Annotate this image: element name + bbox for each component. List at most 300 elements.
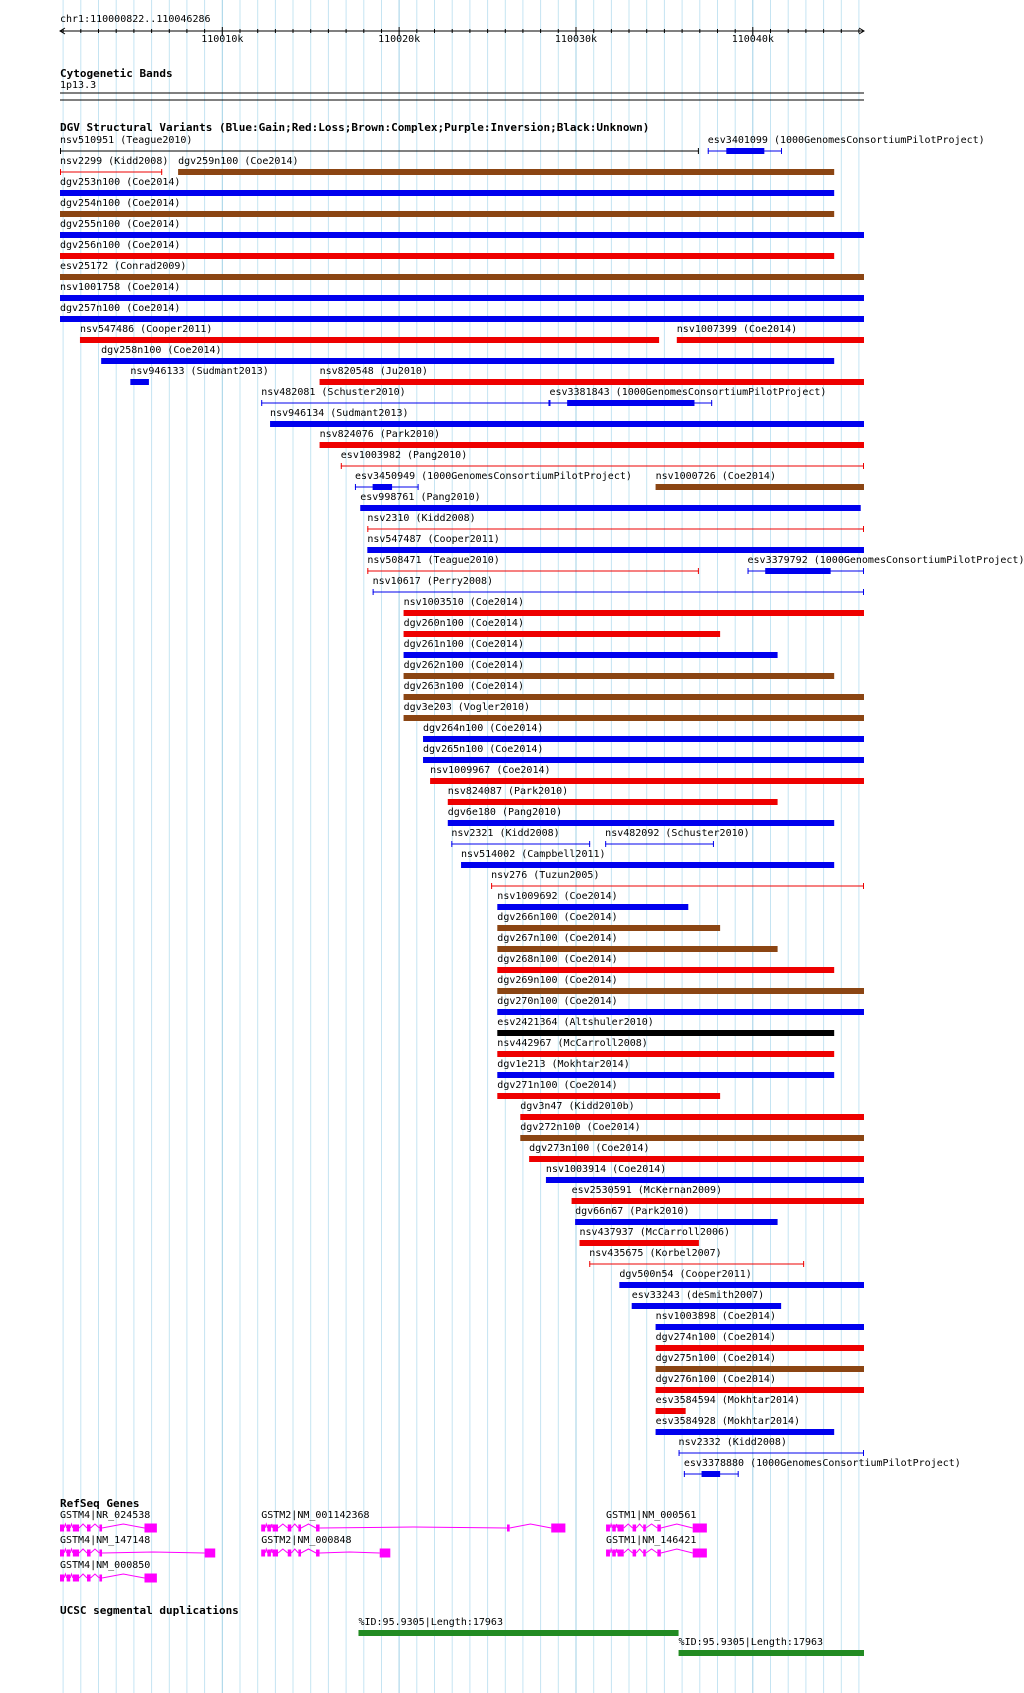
ruler-tick-label: 110020k	[378, 34, 421, 45]
variant-feature[interactable]	[60, 316, 864, 322]
variant-bar[interactable]	[448, 799, 778, 805]
variant-feature[interactable]	[748, 568, 864, 574]
variant-label[interactable]: dgv261n100 (Coe2014)	[403, 639, 524, 650]
variant-label[interactable]: dgv270n100 (Coe2014)	[497, 996, 618, 1007]
variant-label[interactable]: nsv1009967 (Coe2014)	[430, 765, 551, 776]
variant-bar[interactable]	[448, 820, 834, 826]
segdup-label[interactable]: %ID:95.9305|Length:17963	[358, 1617, 503, 1628]
variant-feature[interactable]	[497, 1093, 720, 1099]
gene-exon[interactable]	[273, 1550, 278, 1557]
gene-exon[interactable]	[261, 1525, 265, 1532]
gene-exon[interactable]	[99, 1550, 102, 1557]
variant-feature[interactable]	[341, 463, 864, 469]
gene-model[interactable]	[261, 1524, 565, 1533]
gene-exon[interactable]	[643, 1550, 646, 1557]
variant-label[interactable]: dgv274n100 (Coe2014)	[655, 1332, 776, 1343]
gene-exon[interactable]	[507, 1525, 510, 1532]
variant-label[interactable]: dgv257n100 (Coe2014)	[60, 303, 181, 314]
variant-feature[interactable]	[529, 1156, 864, 1162]
variant-label[interactable]: nsv482081 (Schuster2010)	[261, 387, 406, 398]
variant-label[interactable]: dgv255n100 (Coe2014)	[60, 219, 181, 230]
gene-exon[interactable]	[99, 1525, 102, 1532]
gene-intron	[646, 1524, 657, 1528]
variant-label[interactable]: esv3381843 (1000GenomesConsortiumPilotProject)	[549, 387, 827, 398]
variant-bar[interactable]	[360, 505, 860, 511]
variant-label[interactable]: nsv276 (Tuzun2005)	[491, 870, 600, 881]
gene-exon[interactable]	[618, 1550, 624, 1557]
variant-feature[interactable]	[497, 946, 777, 952]
variant-bar[interactable]	[677, 337, 864, 343]
variant-label[interactable]: dgv271n100 (Coe2014)	[497, 1080, 618, 1091]
variant-label[interactable]: nsv2310 (Kidd2008)	[367, 513, 476, 524]
coordinate-label: chr1:110000822..110046286	[60, 14, 211, 25]
variant-feature[interactable]	[60, 295, 864, 301]
variant-feature[interactable]	[60, 274, 864, 280]
variant-label[interactable]: esv25172 (Conrad2009)	[60, 261, 187, 272]
variant-feature[interactable]	[60, 169, 162, 175]
gene-intron	[70, 1574, 73, 1578]
variant-feature[interactable]	[520, 1135, 864, 1141]
gene-intron	[102, 1524, 144, 1528]
variant-feature[interactable]	[656, 1387, 864, 1393]
variant-bar[interactable]	[60, 253, 834, 259]
variant-bar[interactable]	[497, 1093, 720, 1099]
variant-label[interactable]: dgv258n100 (Coe2014)	[101, 345, 222, 356]
variant-bar[interactable]	[656, 1366, 864, 1372]
gene-intron	[79, 1574, 87, 1578]
variant-label[interactable]: dgv3e203 (Vogler2010)	[403, 702, 530, 713]
gene-exon[interactable]	[144, 1574, 156, 1583]
gene-intron	[79, 1524, 87, 1528]
variant-feature[interactable]	[404, 652, 778, 658]
variant-feature[interactable]	[261, 400, 549, 406]
gene-exon[interactable]	[87, 1575, 91, 1582]
variant-label[interactable]: dgv3n47 (Kidd2010b)	[520, 1101, 635, 1112]
gene-exon[interactable]	[633, 1525, 637, 1532]
variant-feature[interactable]	[497, 1009, 864, 1015]
variant-bar[interactable]	[580, 1240, 699, 1246]
variant-bar[interactable]	[656, 1429, 835, 1435]
variant-label[interactable]: esv1003982 (Pang2010)	[340, 450, 468, 461]
variant-bar[interactable]	[497, 925, 720, 931]
gene-intron	[102, 1552, 205, 1553]
gene-label[interactable]: GSTM4|NR_024538	[60, 1510, 151, 1521]
gene-exon[interactable]	[273, 1525, 278, 1532]
segdup-bar[interactable]	[679, 1650, 864, 1656]
gene-label[interactable]: GSTM1|NM_000561	[606, 1510, 697, 1521]
variant-bar[interactable]	[497, 1009, 864, 1015]
variant-label[interactable]: nsv437937 (McCarroll2006)	[579, 1227, 731, 1238]
gene-label[interactable]: GSTM4|NM_147148	[60, 1535, 151, 1546]
gene-model[interactable]	[261, 1549, 390, 1558]
variant-bar[interactable]	[497, 1030, 834, 1036]
variant-feature[interactable]	[572, 1198, 864, 1204]
variant-feature[interactable]	[270, 421, 864, 427]
variant-feature[interactable]	[360, 505, 860, 511]
gene-exon[interactable]	[316, 1525, 320, 1532]
gene-exon[interactable]	[87, 1550, 91, 1557]
gene-intron	[624, 1549, 633, 1553]
gene-intron	[64, 1574, 67, 1578]
gene-exon[interactable]	[380, 1549, 391, 1558]
gene-exon[interactable]	[60, 1525, 64, 1532]
variant-label[interactable]: nsv1003914 (Coe2014)	[545, 1164, 667, 1175]
variant-label[interactable]: nsv2321 (Kidd2008)	[451, 828, 560, 839]
gene-intron	[320, 1552, 380, 1553]
variant-feature[interactable]	[320, 442, 864, 448]
variant-block[interactable]	[765, 568, 830, 574]
variant-feature[interactable]	[497, 967, 834, 973]
gene-model[interactable]	[60, 1524, 157, 1533]
variant-label[interactable]: esv3401099 (1000GenomesConsortiumPilotProject)	[707, 135, 985, 146]
variant-feature[interactable]	[684, 1471, 739, 1477]
variant-feature[interactable]	[373, 589, 864, 595]
gene-exon[interactable]	[612, 1550, 616, 1557]
gene-intron	[616, 1549, 618, 1553]
variant-block[interactable]	[373, 484, 392, 490]
gene-intron	[91, 1524, 100, 1528]
variant-feature[interactable]	[497, 988, 864, 994]
variant-feature[interactable]	[497, 925, 720, 931]
variant-feature[interactable]	[575, 1219, 777, 1225]
variant-bar[interactable]	[656, 484, 864, 490]
variant-bar[interactable]	[497, 988, 864, 994]
variant-feature[interactable]	[580, 1240, 699, 1246]
variant-label[interactable]: dgv260n100 (Coe2014)	[403, 618, 524, 629]
gene-model[interactable]	[606, 1549, 707, 1558]
variant-bar[interactable]	[575, 1219, 777, 1225]
variant-label[interactable]: esv3584928 (Mokhtar2014)	[655, 1416, 801, 1427]
variant-label[interactable]: dgv269n100 (Coe2014)	[497, 975, 618, 986]
cyto-band-label[interactable]: 1p13.3	[60, 80, 97, 91]
variant-feature[interactable]	[404, 610, 864, 616]
variant-label[interactable]: dgv262n100 (Coe2014)	[403, 660, 524, 671]
variant-feature[interactable]	[677, 337, 864, 343]
variant-feature[interactable]	[448, 820, 834, 826]
variant-feature[interactable]	[404, 631, 721, 637]
gene-exon[interactable]	[73, 1550, 79, 1557]
variant-label[interactable]: dgv272n100 (Coe2014)	[520, 1122, 641, 1133]
variant-bar[interactable]	[80, 337, 659, 343]
variant-bar[interactable]	[520, 1135, 864, 1141]
gene-model[interactable]	[606, 1524, 707, 1533]
segdup-bar[interactable]	[358, 1630, 678, 1636]
gene-intron	[265, 1549, 267, 1553]
variant-label[interactable]: esv3584594 (Mokhtar2014)	[655, 1395, 801, 1406]
gene-intron	[70, 1549, 73, 1553]
variant-feature[interactable]	[430, 778, 864, 784]
variant-feature[interactable]	[546, 1177, 864, 1183]
ruler-tick-label: 110030k	[554, 34, 598, 45]
gene-exon[interactable]	[144, 1524, 156, 1533]
variant-bar[interactable]	[60, 295, 864, 301]
gene-intron	[102, 1574, 144, 1578]
variant-bar[interactable]	[632, 1303, 781, 1309]
variant-bar[interactable]	[497, 1051, 834, 1057]
gene-intron	[661, 1524, 693, 1528]
gene-label[interactable]: GSTM2|NM_001142368	[261, 1510, 370, 1521]
gene-intron	[70, 1524, 73, 1528]
variant-block[interactable]	[567, 400, 694, 406]
gene-exon[interactable]	[73, 1525, 79, 1532]
variant-feature[interactable]	[497, 1051, 834, 1057]
variant-bar[interactable]	[60, 232, 864, 238]
gene-label[interactable]: GSTM1|NM_146421	[606, 1535, 697, 1546]
variant-feature[interactable]	[178, 169, 834, 175]
variant-label[interactable]: esv3450949 (1000GenomesConsortiumPilotProject)	[354, 471, 632, 482]
variant-feature[interactable]	[60, 148, 699, 154]
variant-feature[interactable]	[632, 1303, 781, 1309]
variant-label[interactable]: esv3378880 (1000GenomesConsortiumPilotProject)	[683, 1458, 961, 1469]
variant-feature[interactable]	[423, 757, 864, 763]
variant-feature[interactable]	[423, 736, 864, 742]
variant-label[interactable]: dgv264n100 (Coe2014)	[423, 723, 544, 734]
variant-label[interactable]: dgv267n100 (Coe2014)	[497, 933, 618, 944]
gene-exon[interactable]	[205, 1549, 216, 1558]
variant-feature[interactable]	[497, 904, 688, 910]
variant-label[interactable]: nsv1003898 (Coe2014)	[655, 1311, 776, 1322]
variant-feature[interactable]	[461, 862, 834, 868]
variant-bar[interactable]	[497, 1072, 834, 1078]
variant-label[interactable]: dgv273n100 (Coe2014)	[529, 1143, 650, 1154]
variant-label[interactable]: nsv2332 (Kidd2008)	[678, 1437, 787, 1448]
variant-label[interactable]: dgv254n100 (Coe2014)	[60, 198, 181, 209]
gene-exon[interactable]	[551, 1524, 565, 1533]
gene-exon[interactable]	[298, 1525, 301, 1532]
variant-bar[interactable]	[656, 1345, 864, 1351]
variant-label[interactable]: dgv276n100 (Coe2014)	[655, 1374, 776, 1385]
variant-feature[interactable]	[101, 358, 834, 364]
gene-intron	[265, 1524, 267, 1528]
variant-bar[interactable]	[423, 757, 864, 763]
variant-bar[interactable]	[404, 673, 835, 679]
variant-label[interactable]: dgv6e180 (Pang2010)	[447, 807, 563, 818]
gene-exon[interactable]	[298, 1550, 301, 1557]
variant-bar[interactable]	[60, 274, 864, 280]
gene-exon[interactable]	[261, 1550, 265, 1557]
variant-label[interactable]: dgv259n100 (Coe2014)	[178, 156, 299, 167]
variant-label[interactable]: esv998761 (Pang2010)	[360, 492, 481, 503]
gene-label[interactable]: GSTM2|NM_000848	[261, 1535, 352, 1546]
gene-intron	[79, 1549, 87, 1553]
gene-exon[interactable]	[643, 1525, 646, 1532]
gene-model[interactable]	[60, 1574, 157, 1583]
variant-label[interactable]: esv3379792 (1000GenomesConsortiumPilotProject)	[747, 555, 1024, 566]
gene-exon[interactable]	[267, 1525, 271, 1532]
variant-label[interactable]: dgv256n100 (Coe2014)	[60, 240, 181, 251]
variant-label[interactable]: nsv1001758 (Coe2014)	[60, 282, 181, 293]
variant-feature[interactable]	[656, 1345, 864, 1351]
variant-label[interactable]: nsv435675 (Korbel2007)	[589, 1248, 722, 1259]
gene-exon[interactable]	[693, 1549, 707, 1558]
variant-feature[interactable]	[549, 400, 712, 406]
variant-label[interactable]: nsv510951 (Teague2010)	[60, 135, 193, 146]
variant-bar[interactable]	[430, 778, 864, 784]
gene-exon[interactable]	[618, 1525, 624, 1532]
variant-feature[interactable]	[679, 1450, 864, 1456]
gene-intron	[510, 1524, 552, 1528]
variant-bar[interactable]	[619, 1282, 864, 1288]
gene-exon[interactable]	[316, 1550, 320, 1557]
variant-bar[interactable]	[101, 358, 834, 364]
variant-label[interactable]: dgv268n100 (Coe2014)	[497, 954, 618, 965]
variant-label[interactable]: dgv275n100 (Coe2014)	[655, 1353, 776, 1364]
variant-label[interactable]: nsv547486 (Cooper2011)	[79, 324, 213, 335]
variant-feature[interactable]	[367, 526, 864, 532]
variant-bar[interactable]	[497, 967, 834, 973]
variant-bar[interactable]	[178, 169, 834, 175]
variant-feature[interactable]	[656, 484, 864, 490]
gene-exon[interactable]	[657, 1550, 661, 1557]
gene-exon[interactable]	[288, 1525, 292, 1532]
variant-bar[interactable]	[404, 694, 864, 700]
gene-intron	[271, 1549, 273, 1553]
variant-label[interactable]: dgv500n54 (Cooper2011)	[619, 1269, 752, 1280]
variant-bar[interactable]	[572, 1198, 864, 1204]
variant-feature[interactable]	[497, 1072, 834, 1078]
variant-label[interactable]: nsv1007399 (Coe2014)	[676, 324, 798, 335]
variant-feature[interactable]	[451, 841, 590, 847]
variant-bar[interactable]	[656, 1324, 864, 1330]
variant-feature[interactable]	[656, 1429, 835, 1435]
variant-feature[interactable]	[589, 1261, 804, 1267]
gene-exon[interactable]	[606, 1550, 610, 1557]
variant-bar[interactable]	[520, 1114, 864, 1120]
variant-feature[interactable]	[619, 1282, 864, 1288]
variant-feature[interactable]	[60, 211, 834, 217]
variant-label[interactable]: nsv482092 (Schuster2010)	[605, 828, 750, 839]
variant-feature[interactable]	[60, 253, 834, 259]
variant-bar[interactable]	[130, 379, 149, 385]
variant-bar[interactable]	[404, 652, 778, 658]
variant-bar[interactable]	[497, 904, 688, 910]
variant-feature[interactable]	[355, 484, 419, 490]
variant-bar[interactable]	[60, 211, 834, 217]
variant-feature[interactable]	[497, 1030, 834, 1036]
gene-exon[interactable]	[693, 1524, 707, 1533]
gene-exon[interactable]	[99, 1575, 102, 1582]
variant-bar[interactable]	[404, 610, 864, 616]
gene-intron	[616, 1524, 618, 1528]
gene-intron	[91, 1549, 100, 1553]
variant-label[interactable]: dgv263n100 (Coe2014)	[403, 681, 524, 692]
gene-exon[interactable]	[73, 1575, 79, 1582]
variant-label[interactable]: nsv820548 (Ju2010)	[319, 366, 428, 377]
gene-exon[interactable]	[657, 1525, 661, 1532]
gene-exon[interactable]	[612, 1525, 616, 1532]
variant-feature[interactable]	[708, 148, 782, 154]
variant-label[interactable]: dgv265n100 (Coe2014)	[423, 744, 544, 755]
variant-label[interactable]: nsv442967 (McCarroll2008)	[497, 1038, 648, 1049]
gene-intron	[291, 1549, 298, 1553]
gene-model[interactable]	[60, 1549, 215, 1558]
gene-label[interactable]: GSTM4|NM_000850	[60, 1560, 151, 1571]
variant-feature[interactable]	[520, 1114, 864, 1120]
variant-feature[interactable]	[656, 1408, 686, 1414]
variant-label[interactable]: nsv946134 (Sudmant2013)	[270, 408, 409, 419]
variant-label[interactable]: nsv1003510 (Coe2014)	[403, 597, 524, 608]
variant-label[interactable]: nsv824087 (Park2010)	[447, 786, 569, 797]
gene-intron	[624, 1524, 633, 1528]
gene-exon[interactable]	[87, 1525, 91, 1532]
variant-label[interactable]: nsv946133 (Sudmant2013)	[130, 366, 269, 377]
variant-feature[interactable]	[404, 694, 864, 700]
variant-label[interactable]: esv2421364 (Altshuler2010)	[497, 1017, 654, 1028]
variant-feature[interactable]	[605, 841, 714, 847]
variant-label[interactable]: nsv547487 (Cooper2011)	[367, 534, 500, 545]
variant-feature[interactable]	[320, 379, 864, 385]
variant-label[interactable]: nsv824076 (Park2010)	[319, 429, 440, 440]
variant-feature[interactable]	[80, 337, 659, 343]
variant-label[interactable]: esv33243 (deSmith2007)	[631, 1290, 765, 1301]
variant-bar[interactable]	[656, 1408, 686, 1414]
variant-feature[interactable]	[367, 547, 864, 553]
gene-exon[interactable]	[60, 1550, 64, 1557]
variant-block[interactable]	[702, 1471, 721, 1477]
gene-exon[interactable]	[606, 1525, 610, 1532]
variant-feature[interactable]	[130, 379, 149, 385]
variant-feature[interactable]	[448, 799, 778, 805]
gene-exon[interactable]	[67, 1525, 71, 1532]
gene-exon[interactable]	[67, 1575, 71, 1582]
variant-feature[interactable]	[60, 190, 834, 196]
variant-bar[interactable]	[320, 442, 864, 448]
variant-label[interactable]: nsv2299 (Kidd2008)	[60, 156, 169, 167]
variant-feature[interactable]	[404, 673, 835, 679]
variant-bar[interactable]	[367, 547, 864, 553]
variant-label[interactable]: dgv1e213 (Mokhtar2014)	[497, 1059, 630, 1070]
variant-bar[interactable]	[423, 736, 864, 742]
gene-intron	[646, 1549, 657, 1553]
variant-label[interactable]: nsv10617 (Perry2008)	[372, 576, 494, 587]
variant-label[interactable]: nsv514002 (Campbell2011)	[461, 849, 606, 860]
gene-intron	[320, 1527, 507, 1528]
variant-feature[interactable]	[656, 1324, 864, 1330]
variant-bar[interactable]	[656, 1387, 864, 1393]
variant-bar[interactable]	[270, 421, 864, 427]
gene-exon[interactable]	[60, 1575, 64, 1582]
variant-bar[interactable]	[546, 1177, 864, 1183]
variant-bar[interactable]	[529, 1156, 864, 1162]
variant-label[interactable]: esv2530591 (McKernan2009)	[571, 1185, 723, 1196]
variant-bar[interactable]	[497, 946, 777, 952]
variant-label[interactable]: nsv508471 (Teague2010)	[367, 555, 500, 566]
variant-bar[interactable]	[60, 190, 834, 196]
variant-bar[interactable]	[461, 862, 834, 868]
gene-exon[interactable]	[267, 1550, 271, 1557]
variant-label[interactable]: nsv1009692 (Coe2014)	[497, 891, 618, 902]
variant-label[interactable]: nsv1000726 (Coe2014)	[655, 471, 776, 482]
variant-bar[interactable]	[60, 316, 864, 322]
variant-feature[interactable]	[60, 232, 864, 238]
variant-label[interactable]: dgv253n100 (Coe2014)	[60, 177, 181, 188]
variant-feature[interactable]	[404, 715, 864, 721]
variant-block[interactable]	[726, 148, 764, 154]
variant-feature[interactable]	[656, 1366, 864, 1372]
variant-feature[interactable]	[491, 883, 864, 889]
variant-bar[interactable]	[320, 379, 864, 385]
variant-label[interactable]: dgv66n67 (Park2010)	[575, 1206, 690, 1217]
variant-bar[interactable]	[404, 631, 721, 637]
variant-bar[interactable]	[404, 715, 864, 721]
gene-exon[interactable]	[633, 1550, 637, 1557]
gene-exon[interactable]	[67, 1550, 71, 1557]
gene-exon[interactable]	[288, 1550, 292, 1557]
cyto-track-title: Cytogenetic Bands	[60, 67, 173, 80]
variant-feature[interactable]	[367, 568, 699, 574]
segdup-label[interactable]: %ID:95.9305|Length:17963	[678, 1637, 824, 1648]
variant-label[interactable]: dgv266n100 (Coe2014)	[497, 912, 618, 923]
